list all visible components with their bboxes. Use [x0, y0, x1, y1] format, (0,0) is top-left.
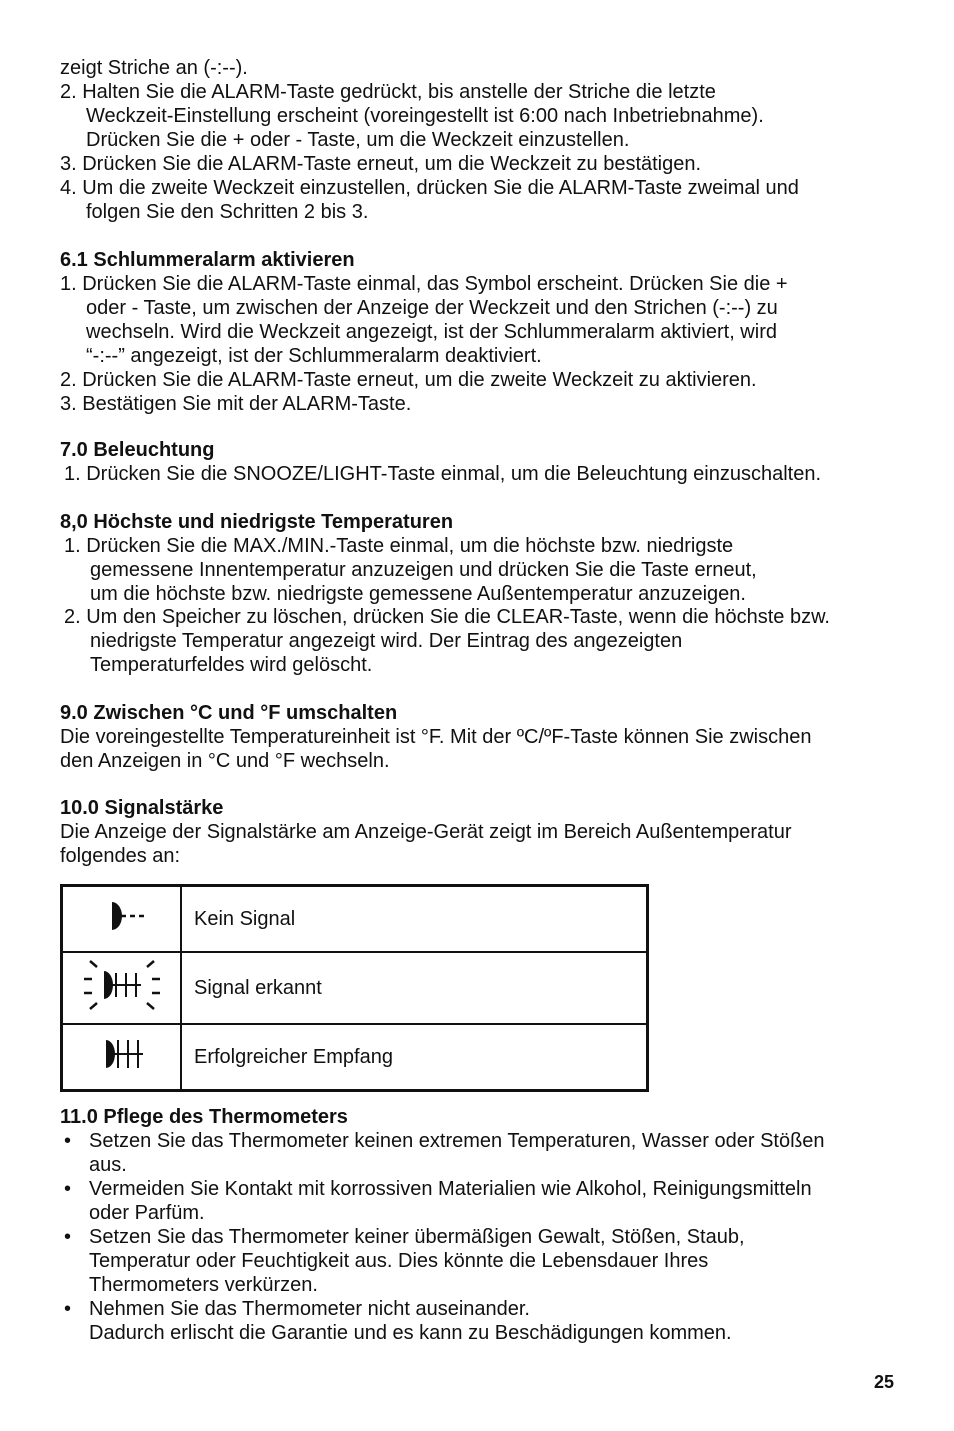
body-text-line: Die voreingestellte Temperatureinheit ist °F. Mit der ºC/ºF-Taste können Sie zwischen: [60, 726, 812, 748]
no-signal-icon: [92, 896, 152, 936]
bullet-icon: •: [64, 1130, 72, 1152]
section-heading-lighting: 7.0 Beleuchtung: [60, 439, 215, 461]
section-heading-care: 11.0 Pflege des Thermometers: [60, 1106, 348, 1128]
table-row: [62, 886, 648, 953]
signal-strength-table: [60, 884, 649, 1092]
section-heading-signal-strength: 10.0 Signalstärke: [60, 797, 224, 819]
table-row: [62, 1024, 648, 1091]
list-item-continuation: wechseln. Wird die Weckzeit angezeigt, ist der Schlummeralarm aktiviert, wird: [86, 321, 777, 343]
signal-received-icon: [92, 1034, 152, 1074]
list-item-continuation: Temperaturfeldes wird gelöscht.: [90, 654, 373, 676]
list-item-continuation: niedrigste Temperatur angezeigt wird. Der Eintrag des angezeigten: [90, 630, 683, 652]
body-text-line: zeigt Striche an (-:--).: [60, 57, 248, 79]
page-number: 25: [874, 1372, 895, 1392]
list-item-continuation: um die höchste bzw. niedrigste gemessene Außentemperatur anzuzeigen.: [90, 583, 746, 605]
bullet-item: Setzen Sie das Thermometer keiner übermäßigen Gewalt, Stößen, Staub,: [89, 1226, 745, 1248]
list-item: 1. Drücken Sie die ALARM-Taste einmal, das Symbol erscheint. Drücken Sie die +: [60, 273, 788, 295]
list-item: 2. Um den Speicher zu löschen, drücken Sie die CLEAR-Taste, wenn die höchste bzw.: [64, 606, 830, 628]
list-item: 3. Drücken Sie die ALARM-Taste erneut, um die Weckzeit zu bestätigen.: [60, 153, 702, 175]
section-heading-max-min-temperature: 8,0 Höchste und niedrigste Temperaturen: [60, 511, 454, 533]
bullet-icon: •: [64, 1178, 72, 1200]
section-heading-snooze-alarm: 6.1 Schlummeralarm aktivieren: [60, 249, 355, 271]
table-cell-icon: [62, 1024, 182, 1091]
table-cell-label: Kein Signal: [181, 886, 648, 953]
bullet-item-continuation: aus.: [89, 1154, 127, 1176]
list-item-continuation: Weckzeit-Einstellung erscheint (voreingestellt ist 6:00 nach Inbetriebnahme).: [86, 105, 764, 127]
bullet-item-continuation: Dadurch erlischt die Garantie und es kann zu Beschädigungen kommen.: [89, 1322, 732, 1344]
signal-searching-icon: [80, 953, 164, 1017]
bullet-icon: •: [64, 1226, 72, 1248]
body-text-line: folgendes an:: [60, 845, 181, 867]
table-cell-icon: [62, 952, 182, 1024]
bullet-icon: •: [64, 1298, 72, 1320]
table-cell-icon: [62, 886, 182, 953]
table-row: [62, 952, 648, 1024]
body-text-line: Die Anzeige der Signalstärke am Anzeige-Gerät zeigt im Bereich Außentemperatur: [60, 821, 792, 843]
bullet-item: Setzen Sie das Thermometer keinen extremen Temperaturen, Wasser oder Stößen: [89, 1130, 825, 1152]
list-item: 1. Drücken Sie die SNOOZE/LIGHT-Taste einmal, um die Beleuchtung einzuschalten.: [64, 463, 822, 485]
bullet-item-continuation: Thermometers verkürzen.: [89, 1274, 318, 1296]
list-item-continuation: “-:--” angezeigt, ist der Schlummeralarm deaktiviert.: [86, 345, 542, 367]
list-item-continuation: gemessene Innentemperatur anzuzeigen und drücken Sie die Taste erneut,: [90, 559, 757, 581]
list-item-continuation: oder - Taste, um zwischen der Anzeige der Weckzeit und den Strichen (-:--) zu: [86, 297, 778, 319]
list-item: 2. Drücken Sie die ALARM-Taste erneut, um die zweite Weckzeit zu aktivieren.: [60, 369, 757, 391]
list-item: 2. Halten Sie die ALARM-Taste gedrückt, bis anstelle der Striche die letzte: [60, 81, 716, 103]
table-cell-label: Signal erkannt: [181, 952, 648, 1024]
list-item: 4. Um die zweite Weckzeit einzustellen, drücken Sie die ALARM-Taste zweimal und: [60, 177, 799, 199]
table-cell-label: Erfolgreicher Empfang: [181, 1024, 648, 1091]
body-text-line: den Anzeigen in °C und °F wechseln.: [60, 750, 390, 772]
bullet-item: Vermeiden Sie Kontakt mit korrossiven Materialien wie Alkohol, Reinigungsmitteln: [89, 1178, 812, 1200]
list-item-continuation: Drücken Sie die + oder - Taste, um die Weckzeit einzustellen.: [86, 129, 630, 151]
list-item: 3. Bestätigen Sie mit der ALARM-Taste.: [60, 393, 412, 415]
section-heading-unit-switch: 9.0 Zwischen °C und °F umschalten: [60, 702, 398, 724]
bullet-item-continuation: Temperatur oder Feuchtigkeit aus. Dies könnte die Lebensdauer Ihres: [89, 1250, 709, 1272]
list-item-continuation: folgen Sie den Schritten 2 bis 3.: [86, 201, 369, 223]
bullet-item-continuation: oder Parfüm.: [89, 1202, 205, 1224]
bullet-item: Nehmen Sie das Thermometer nicht auseinander.: [89, 1298, 530, 1320]
list-item: 1. Drücken Sie die MAX./MIN.-Taste einmal, um die höchste bzw. niedrigste: [64, 535, 734, 557]
